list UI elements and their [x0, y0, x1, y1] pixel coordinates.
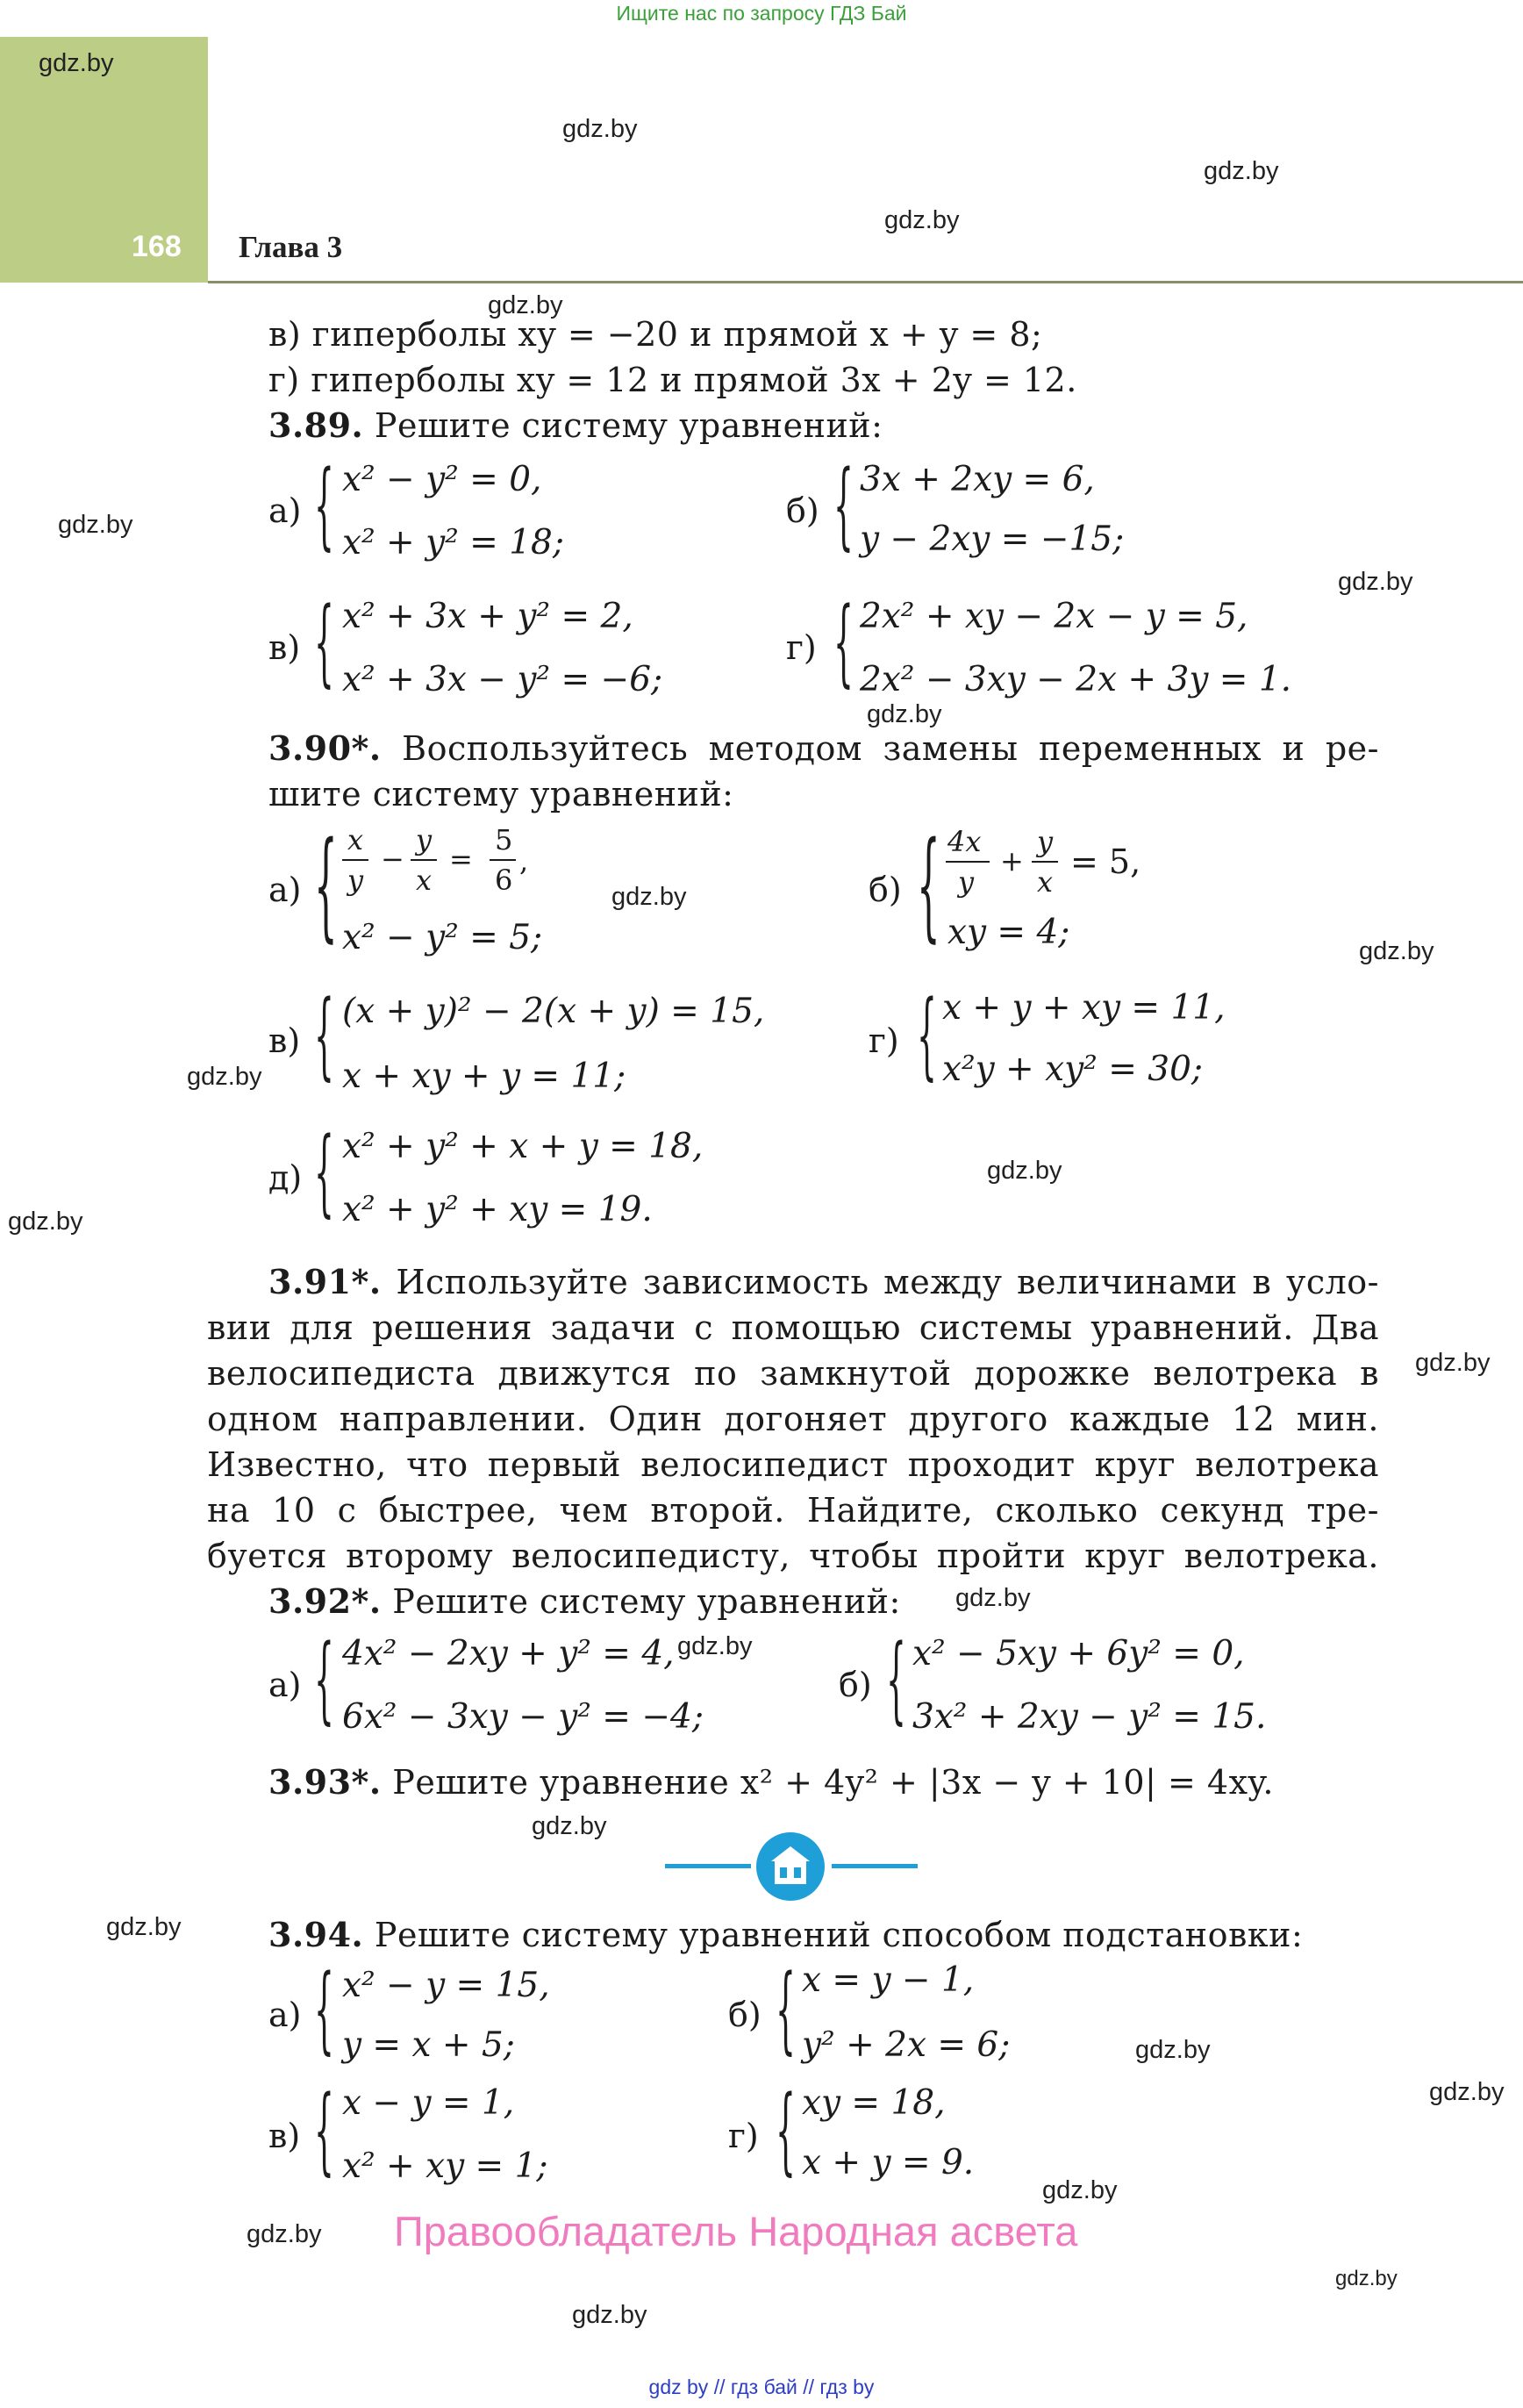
- equation: x² + xy = 1;: [342, 2146, 548, 2186]
- watermark: gdz.by: [955, 1584, 1031, 1612]
- system-brace: {: [917, 816, 940, 954]
- label-a: а): [268, 1666, 302, 1704]
- label-b: б): [839, 1666, 872, 1704]
- watermark: gdz.by: [677, 1632, 753, 1660]
- fraction-denominator: 6: [495, 864, 513, 897]
- system-brace: {: [833, 586, 854, 697]
- fraction-bar: [411, 859, 437, 861]
- watermark: gdz.by: [572, 2301, 647, 2329]
- operator: = 5,: [1070, 842, 1141, 881]
- system-brace: {: [314, 2075, 334, 2185]
- label-b: б): [786, 491, 819, 530]
- problem-3-90-heading: [268, 727, 1379, 770]
- equation: xy = 18,: [802, 2083, 946, 2123]
- equation: x² + 3x + y² = 2,: [342, 597, 633, 636]
- fraction-numerator: y: [1037, 825, 1054, 858]
- fraction-equation: [340, 823, 542, 902]
- chapter-title: Глава 3: [239, 230, 343, 264]
- problem-number: 3.92*.: [268, 1581, 382, 1621]
- watermark: gdz.by: [39, 49, 114, 77]
- equation: x² + 3x − y² = −6;: [342, 660, 663, 699]
- problem-line: шите систему уравнений:: [268, 775, 734, 813]
- system-brace: {: [314, 816, 338, 954]
- fraction-bar: [490, 859, 516, 861]
- equation: x² + y² = 18;: [342, 523, 565, 563]
- label-a: а): [268, 491, 302, 530]
- equation: 3x + 2xy = 6,: [860, 460, 1095, 499]
- copyright-owner: Правообладатель Народная асвета: [394, 2208, 1078, 2254]
- equation: y = x + 5;: [342, 2025, 515, 2065]
- problem-text: Решите систему уравнений:: [374, 406, 883, 445]
- equation: x + y + xy = 11,: [942, 988, 1226, 1028]
- watermark: gdz.by: [187, 1063, 262, 1091]
- problem-number: 3.91*.: [268, 1262, 382, 1301]
- fraction-bar: [342, 859, 368, 861]
- problem-number: 3.93*.: [268, 1762, 382, 1802]
- watermark: gdz.by: [1135, 2036, 1211, 2064]
- divider-line-left: [665, 1864, 751, 1868]
- watermark: gdz.by: [1429, 2078, 1505, 2106]
- label-v: в): [268, 2117, 301, 2155]
- page-number: 168: [132, 230, 182, 263]
- system-brace: {: [776, 1953, 796, 2064]
- problem-line: вии для решения задачи с помощью системы уравнений. Два: [207, 1308, 1379, 1347]
- label-b: б): [728, 1996, 762, 2034]
- problem-3-92-heading: [268, 1580, 901, 1623]
- watermark: gdz.by: [611, 883, 687, 911]
- equation: (x + y)² − 2(x + y) = 15,: [342, 992, 765, 1031]
- equation: x + xy + y = 11;: [342, 1057, 626, 1096]
- system-brace: {: [886, 1623, 906, 1734]
- problem-3-93-heading: [268, 1760, 1274, 1804]
- problem-3-91-heading: [268, 1260, 1379, 1304]
- watermark: gdz.by: [867, 700, 942, 728]
- watermark: gdz.by: [884, 206, 960, 234]
- watermark: gdz.by: [488, 291, 563, 319]
- equation: 2x² − 3xy − 2x + 3y = 1.: [860, 660, 1292, 699]
- problem-text: Решите уравнение x² + 4y² + |3x − y + 10| = 4xy.: [392, 1763, 1274, 1802]
- fraction-denominator: y: [347, 864, 364, 897]
- label-a: а): [268, 871, 302, 909]
- label-a: а): [268, 1996, 302, 2034]
- system-brace: {: [314, 1623, 334, 1734]
- watermark: gdz.by: [1359, 937, 1434, 965]
- watermark: gdz.by: [987, 1157, 1062, 1185]
- equation: y² + 2x = 6;: [802, 2025, 1011, 2065]
- problem-number: 3.90*.: [268, 728, 382, 768]
- equation: x² − y² = 0,: [342, 460, 542, 499]
- problem-text: Решите систему уравнений способом подстановки:: [374, 1916, 1304, 1954]
- equation: x² − 5xy + 6y² = 0,: [912, 1634, 1245, 1673]
- problem-number: 3.94.: [268, 1915, 364, 1954]
- fraction-denominator: x: [1037, 865, 1054, 899]
- watermark: gdz.by: [532, 1812, 607, 1840]
- equation: x² − y = 15,: [342, 1966, 550, 2005]
- equation: 2x² + xy − 2x − y = 5,: [860, 597, 1248, 636]
- bottom-links[interactable]: gdz by // гдз бай // гдз by: [648, 2376, 875, 2398]
- system-brace: {: [776, 2075, 796, 2185]
- label-g: г): [786, 628, 817, 667]
- watermark: gdz.by: [106, 1913, 182, 1941]
- fraction-equation: [944, 825, 1172, 904]
- operator: +: [1000, 844, 1024, 878]
- equation: x = y − 1,: [802, 1960, 975, 2000]
- label-v: в): [268, 628, 301, 667]
- house-icon: [756, 1832, 825, 1901]
- fraction-denominator: y: [958, 865, 975, 899]
- equation: x²y + xy² = 30;: [942, 1050, 1204, 1089]
- system-brace: {: [917, 979, 937, 1090]
- problem-line: в) гиперболы xy = −20 и прямой x + y = 8;: [268, 315, 1043, 354]
- fraction-numerator: 4x: [947, 825, 982, 858]
- equation: x + y = 9.: [802, 2143, 975, 2182]
- problem-3-89-heading: [268, 404, 883, 448]
- header-rule: [208, 281, 1523, 283]
- watermark: gdz.by: [8, 1208, 83, 1236]
- fraction-numerator: 5: [495, 823, 513, 856]
- watermark: gdz.by: [58, 511, 133, 539]
- problem-3-94-heading: [268, 1913, 1303, 1957]
- equation: 4x² − 2xy + y² = 4,: [342, 1634, 675, 1673]
- system-brace: {: [314, 979, 334, 1090]
- watermark: gdz.by: [1042, 2176, 1118, 2204]
- equation: x² − y² = 5;: [342, 918, 543, 957]
- label-g: г): [869, 1021, 899, 1060]
- system-brace: {: [314, 586, 334, 697]
- fraction-numerator: y: [416, 823, 433, 856]
- watermark: gdz.by: [1204, 157, 1279, 185]
- label-b: б): [869, 871, 902, 909]
- top-banner[interactable]: Ищите нас по запросу ГДЗ Бай: [616, 2, 907, 25]
- equation: xy = 4;: [947, 913, 1070, 952]
- label-g: г): [728, 2117, 759, 2155]
- label-d: д): [268, 1158, 303, 1197]
- watermark: gdz.by: [1338, 568, 1413, 596]
- problem-text: Воспользуйтесь методом замены переменных и ре-: [402, 729, 1379, 768]
- problem-line: одном направлении. Один догоняет другого каждые 12 мин.: [207, 1400, 1379, 1438]
- equation: y − 2xy = −15;: [860, 520, 1125, 559]
- problem-line: на 10 с быстрее, чем второй. Найдите, сколько секунд тре-: [207, 1491, 1379, 1530]
- watermark: gdz.by: [247, 2220, 322, 2248]
- divider-line-right: [832, 1864, 918, 1868]
- problem-line: буется второму велосипедисту, чтобы пройти круг велотрека.: [207, 1537, 1379, 1575]
- system-brace: {: [314, 449, 334, 560]
- system-brace: {: [314, 1116, 334, 1227]
- system-brace: {: [314, 1953, 334, 2064]
- fraction-numerator: x: [347, 823, 364, 856]
- fraction-bar: [1032, 861, 1058, 863]
- watermark: gdz.by: [1415, 1349, 1491, 1377]
- problem-line: Известно, что первый велосипедист проходит круг велотрека: [207, 1445, 1379, 1484]
- comma: ,: [519, 844, 529, 878]
- equation: x² + y² + xy = 19.: [342, 1190, 653, 1229]
- system-brace: {: [833, 449, 854, 560]
- problem-text: Решите систему уравнений:: [392, 1582, 901, 1621]
- watermark: gdz.by: [562, 115, 638, 143]
- problem-line: г) гиперболы xy = 12 и прямой 3x + 2y = 12.: [268, 361, 1077, 399]
- operator: −: [381, 842, 404, 876]
- home-icon: [756, 1832, 825, 1901]
- equation: 3x² + 2xy − y² = 15.: [912, 1697, 1267, 1737]
- operator: =: [449, 842, 473, 876]
- problem-number: 3.89.: [268, 405, 364, 445]
- problem-text: Используйте зависимость между величинами в усло-: [396, 1263, 1379, 1301]
- equation: 6x² − 3xy − y² = −4;: [342, 1697, 704, 1737]
- fraction-bar: [946, 861, 990, 863]
- equation: x² + y² + x + y = 18,: [342, 1127, 704, 1166]
- problem-line: велосипедиста движутся по замкнутой дорожке велотрека в: [207, 1354, 1379, 1393]
- label-v: в): [268, 1021, 301, 1060]
- watermark: gdz.by: [1335, 2267, 1398, 2290]
- fraction-denominator: x: [416, 864, 433, 897]
- equation: x − y = 1,: [342, 2083, 515, 2123]
